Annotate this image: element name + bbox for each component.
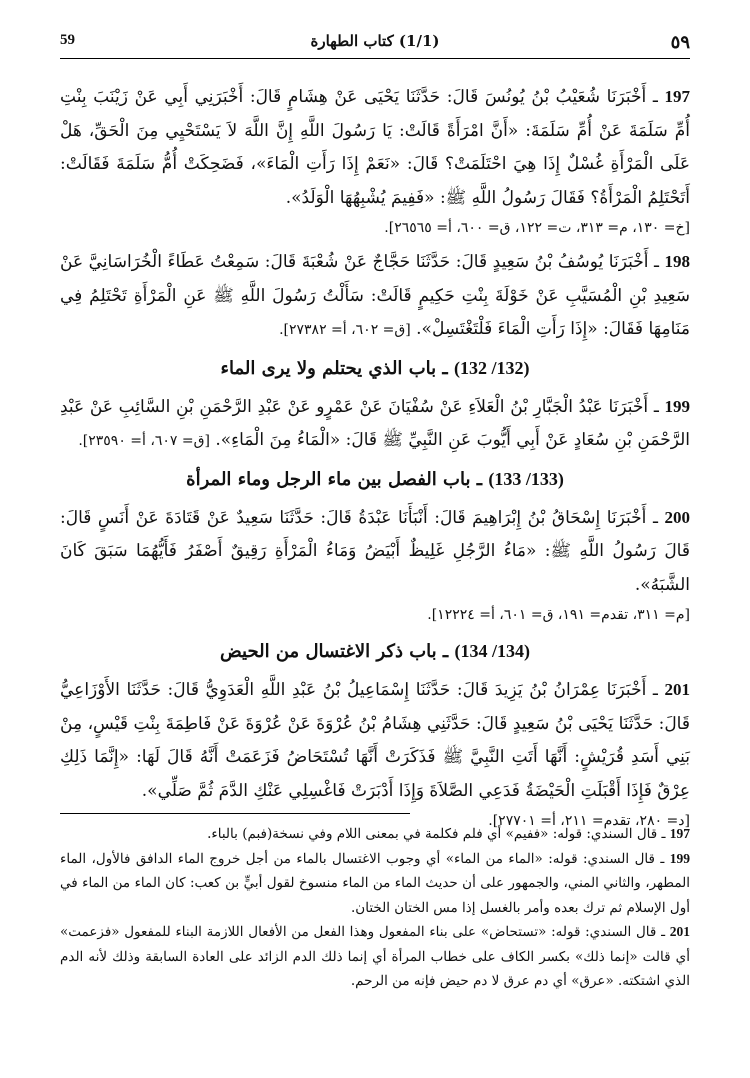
hadith-reference: [م= ٣١١، تقدم= ١٩١، ق= ٦٠١، أ= ١٢٢٢٤]. [427,607,690,623]
chapter-number: (133/ 133) [488,468,564,489]
hadith-197 [60,80,690,215]
footnote-number: 197 [669,826,690,841]
hadith-200 [60,501,690,603]
hadith-reference: [د= ٢٨٠، تقدم= ٢١١، أ= ٢٧٧٠١]. [488,813,690,829]
hadith-number: 199 [664,396,691,416]
hadith-201 [60,673,690,808]
hadith-number: 201 [664,680,690,699]
page-header [60,28,690,58]
chapter-title: ـ باب الفصل بين ماء الرجل وماء المرأة [186,468,483,490]
header-rule [60,58,690,59]
hadith-text: ـ أَخْبَرَنَا يُوسُفُ بْنُ سَعِيدٍ قَالَ: حَدَّثَنَا حَجَّاجٌ عَنْ شُعْبَةَ قَالَ: سَمِعْتُ عَطَاءً الْخُرَاسَانِيَّ عَنْ سَعِيدِ بْنِ الْمُسَيَّبِ عَنْ خَوْلَةَ بِنْتِ حَكِيمٍ قَالَتْ: سَأَلْتُ رَسُولَ اللَّهِ ﷺ عَنِ الْمَرْأَةِ تَحْتَلِمُ فِي مَنَامِهَا فَقَالَ: «إِذَا رَأَتِ الْمَاءَ فَلْتَغْتَسِلْ». [60,252,690,339]
main-text [60,80,690,838]
footnote-197 [60,822,690,847]
hadith-reference: [خ= ١٣٠، م= ٣١٣، ت= ١٢٢، ق= ٦٠٠، أ= ٢٦٥٦٥]. [384,220,690,236]
hadith-reference: [ق= ٦٠٧، أ= ٢٣٥٩٠]. [78,433,210,449]
chapter-heading-133 [60,460,690,499]
footnote-rule [60,813,410,814]
chapter-heading-132 [60,349,690,388]
footnote-text: ـ قال السندي: قوله: «ففيم» أي فلم فكلمة في بمعنى اللام وفي نسخة(فبم) بالباء. [207,826,666,842]
footnote-text: ـ قال السندي: قوله: «تستحاض» على بناء المفعول وهذا الفعل من الأفعال اللازمة البناء للمفعول «فزعمت» أي قالت «إنما ذلك» بكسر الكاف على خطاب المرأة أي إنما ذلك الدم الزائد على العادة السابقة وذلك لأنه الدم الذي اشتكته. «عرق» أي دم عرق لا دم حيض فإنه من الرحم. [60,924,690,989]
footnote-text: ـ قال السندي: قوله: «الماء من الماء» أي وجوب الاغتسال بالماء من أجل خروج الماء الدافق فالأول، الماء المطهر، والثاني المني، والجمهور على أن حديث الماء من الماء منسوخ لقول أبيٍّ بن كعب: كان الماء من الماء في أول الإسلام ثم ترك بعده وأمر بالغسل إذا مس الختان الختان. [60,850,690,916]
footnote-number: 199 [669,850,690,866]
hadith-number: 197 [664,87,690,106]
footnotes [60,822,690,994]
hadith-198 [60,245,690,347]
chapter-heading-134 [60,632,690,671]
chapter-title: ـ باب الذي يحتلم ولا يرى الماء [220,357,448,379]
page-number-latin: 59 [60,32,75,48]
chapter-number: (132/ 132) [453,357,530,378]
page-number-arabic: ٥٩ [670,32,690,53]
hadith-number: 198 [664,252,690,271]
hadith-text: ـ أَخْبَرَنَا شُعَيْبُ بْنُ يُونُسَ قَالَ: حَدَّثَنَا يَحْيَى عَنْ هِشَامٍ قَالَ: أَخْبَرَنِي أَبِي عَنْ زَيْنَبَ بِنْتِ أُمِّ سَلَمَةَ عَنْ أُمِّ سَلَمَةَ: «أَنَّ امْرَأَةً قَالَتْ: يَا رَسُولَ اللَّهِ إِنَّ اللَّهَ لاَ يَسْتَحْيِي مِنَ الْحَقِّ، هَلْ عَلَى الْمَرْأَةِ غُسْلٌ إِذَا هِيَ احْتَلَمَتْ؟ قَالَ: «نَعَمْ إِذَا رَأَتِ الْمَاءَ»، فَضَحِكَتْ أُمُّ سَلَمَةَ فَقَالَتْ: أَتَحْتَلِمُ الْمَرْأَةُ؟ فَقَالَ رَسُولُ اللَّهِ ﷺ: «فَفِيمَ يُشْبِهُهَا الْوَلَدُ». [60,87,690,208]
footnote-number: 201 [669,924,691,939]
hadith-text: ـ أَخْبَرَنَا عَبْدُ الْجَبَّارِ بْنُ الْعَلاَءِ عَنْ سُفْيَانَ عَنْ عَمْرٍو عَنْ عَبْدِ الرَّحْمَنِ بْنِ السَّائِبِ عَنْ عَبْدِ الرَّحْمَنِ بْنِ سُعَادٍ عَنْ أَبِي أَيُّوبَ عَنِ النَّبِيِّ ﷺ قَالَ: «الْمَاءُ مِنَ الْمَاءِ». [60,396,690,450]
hadith-199 [60,390,690,458]
running-title: (1/1) كتاب الطهارة [310,32,440,50]
footnote-201 [60,920,690,994]
hadith-number: 200 [664,507,691,527]
chapter-title: ـ باب ذكر الاغتسال من الحيض [219,641,449,662]
chapter-number: (134/ 134) [454,641,531,661]
hadith-reference: [ق= ٦٠٢، أ= ٢٧٣٨٢]. [279,322,411,338]
footnote-199 [60,847,690,921]
hadith-text: ـ أَخْبَرَنَا عِمْرَانُ بْنُ يَزِيدَ قَالَ: حَدَّثَنَا إِسْمَاعِيلُ بْنُ عَبْدِ اللَّهِ الْعَدَوِيُّ قَالَ: حَدَّثَنَا الأَوْزَاعِيُّ قَالَ: حَدَّثَنَا يَحْيَى بْنُ سَعِيدٍ قَالَ: حَدَّثَنِي هِشَامُ بْنُ عُرْوَةَ عَنْ عُرْوَةَ عَنْ فَاطِمَةَ بِنْتِ قَيْسٍ، مِنْ بَنِي أَسَدِ قُرَيْشٍ: أَنَّهَا أَتَتِ النَّبِيَّ ﷺ فَذَكَرَتْ أَنَّهَا تُسْتَحَاضُ فَزَعَمَتْ أَنَّهُ قَالَ لَهَا: «إِنَّمَا ذَلِكِ عِرْقٌ فَإِذَا أَقْبَلَتِ الْحَيْضَةُ فَدَعِي الصَّلاَةَ وَإِذَا أَدْبَرَتْ فَاغْسِلِي عَنْكِ الدَّمَ ثُمَّ صَلِّي». [60,680,690,801]
hadith-text: ـ أَخْبَرَنَا إِسْحَاقُ بْنُ إِبْرَاهِيمَ قَالَ: أَنْبَأَنَا عَبْدَةُ قَالَ: حَدَّثَنَا سَعِيدٌ عَنْ قَتَادَةَ عَنْ أَنَسٍ قَالَ: قَالَ رَسُولُ اللَّهِ ﷺ: «مَاءُ الرَّجُلِ غَلِيظٌ أَبْيَضُ وَمَاءُ الْمَرْأَةِ رَقِيقٌ أَصْفَرُ فَأَيُّهُمَا سَبَقَ كَانَ الشَّبَهُ». [60,507,690,595]
